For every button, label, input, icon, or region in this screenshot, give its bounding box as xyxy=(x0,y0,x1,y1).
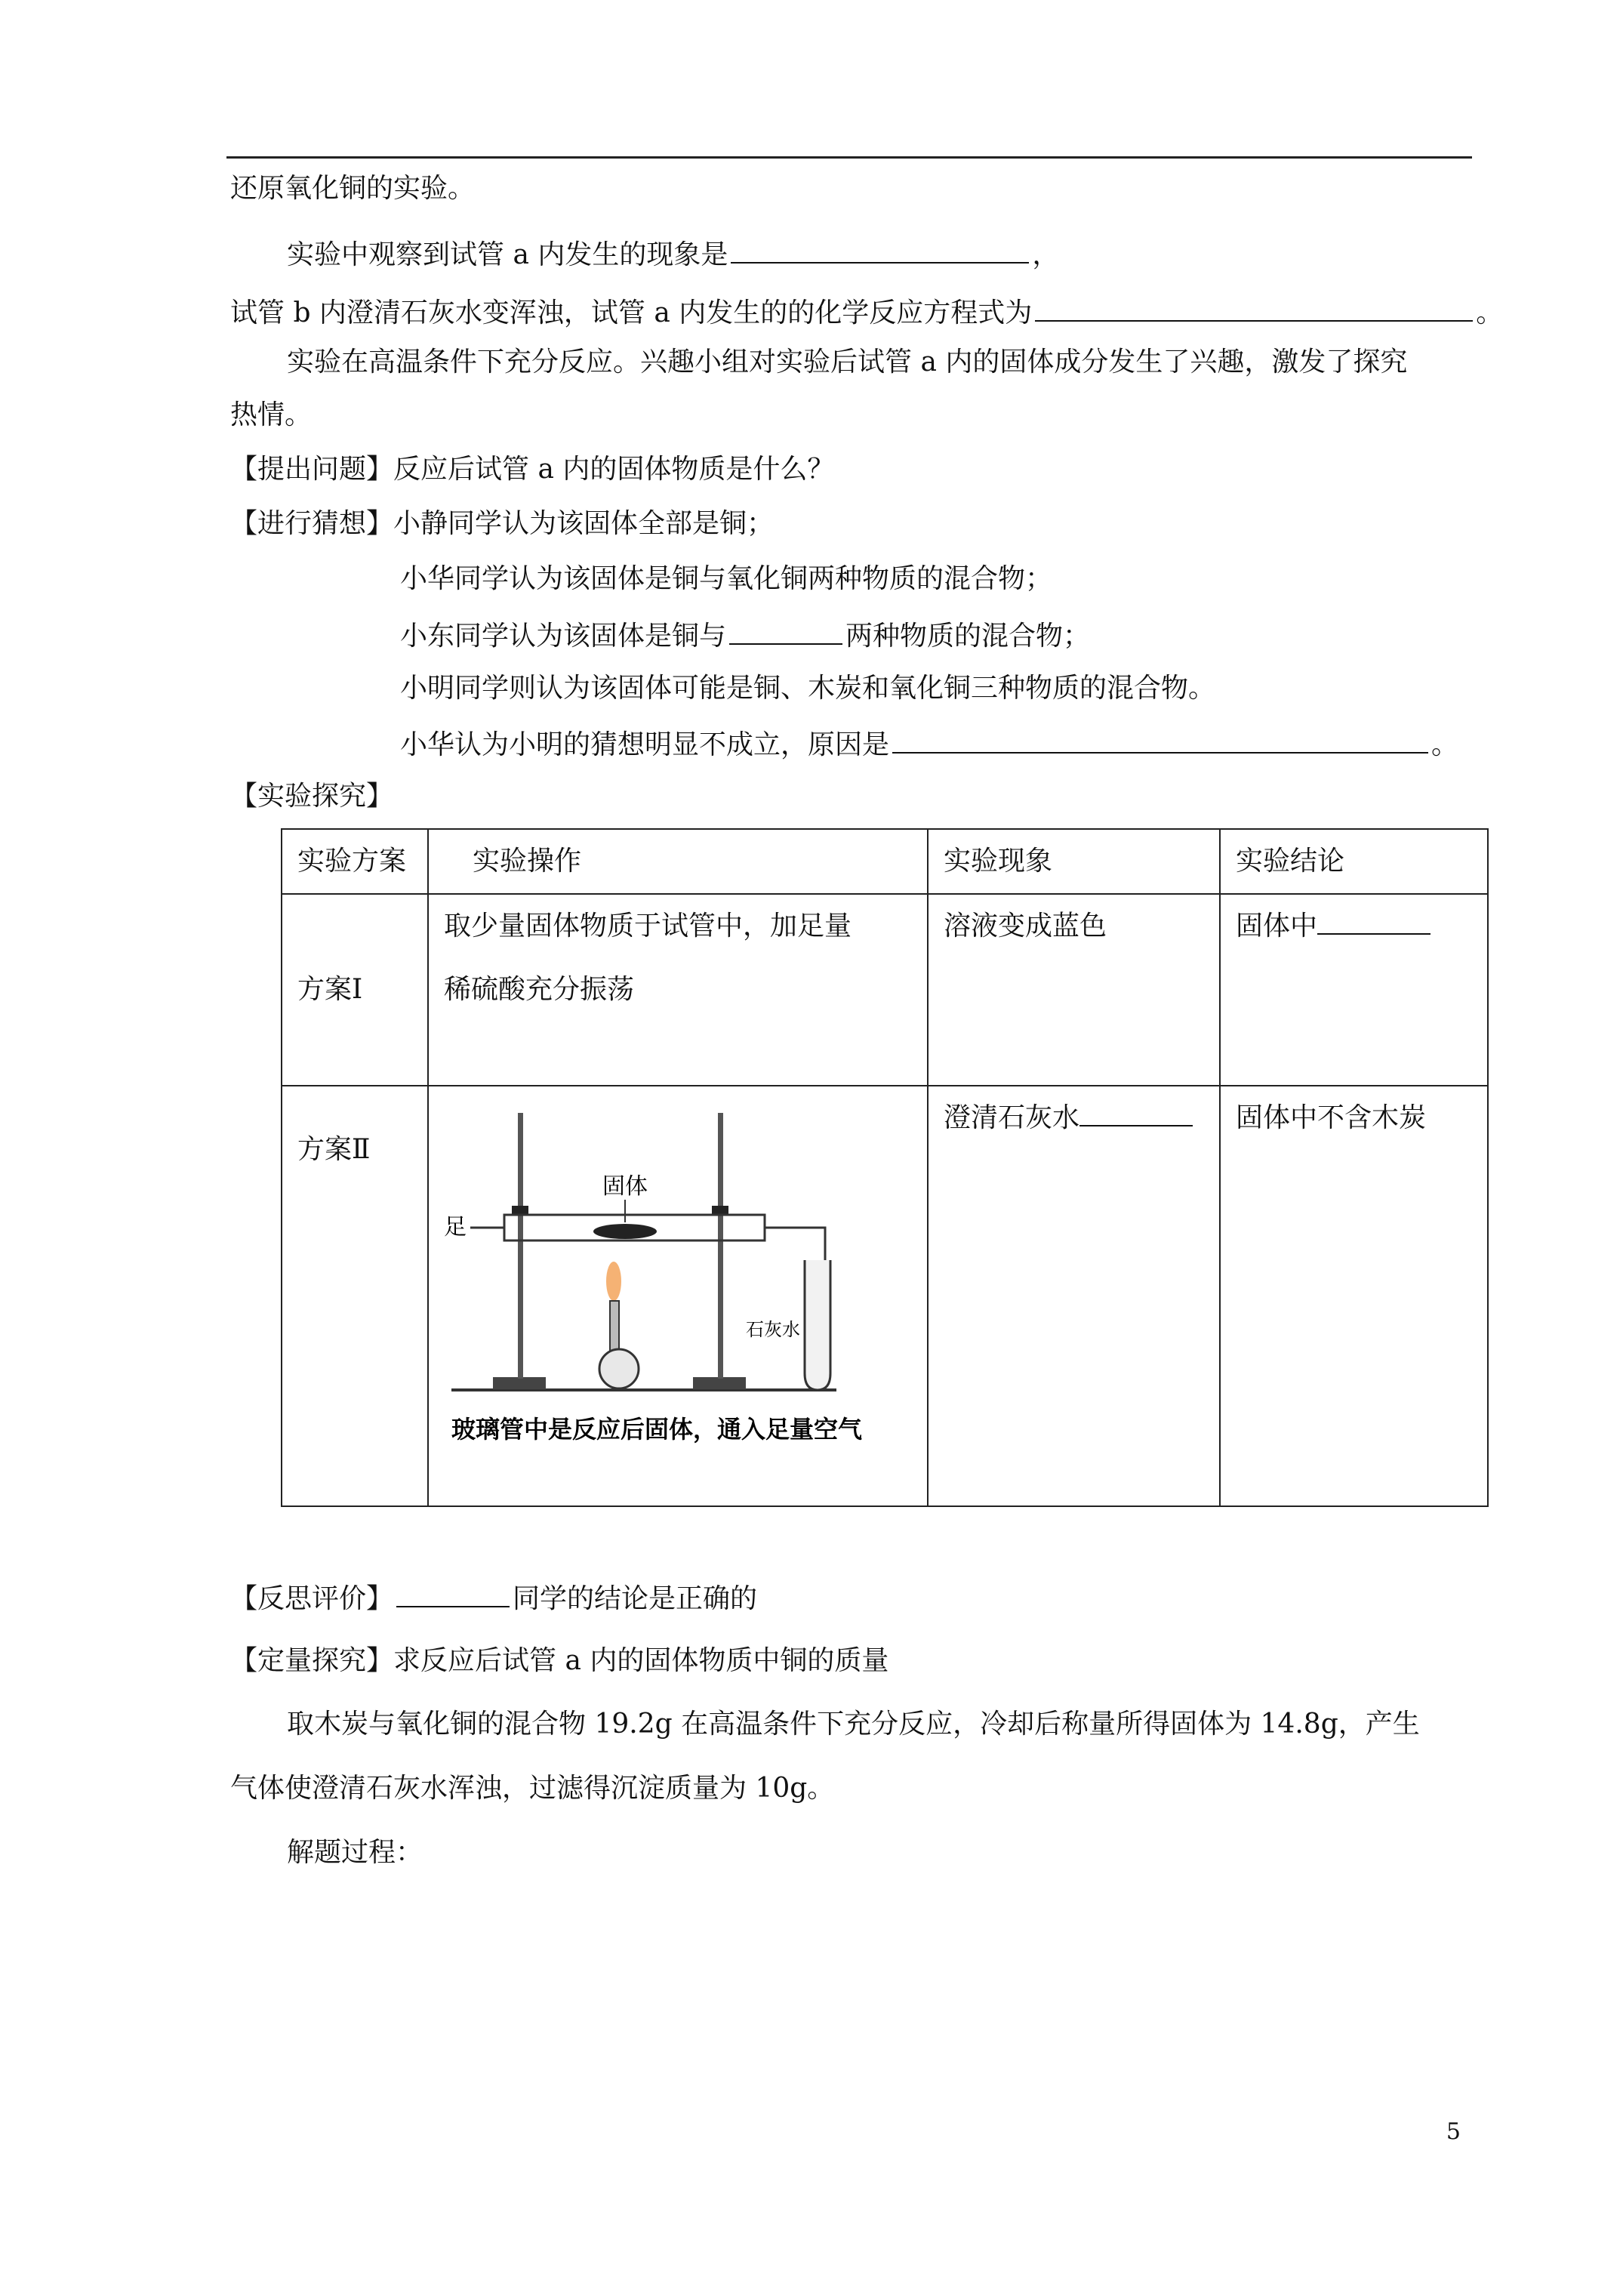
guess-hua: 小华同学认为该固体是铜与氧化铜两种物质的混合物； xyxy=(400,563,1053,594)
left-clamp xyxy=(512,1206,528,1215)
header-operation: 实验操作 xyxy=(428,829,928,894)
solution-label: 解题过程： xyxy=(287,1837,423,1868)
row1-op-line2: 稀硫酸充分振荡 xyxy=(444,974,635,1005)
row1-conclusion-blank[interactable] xyxy=(1317,911,1431,935)
guess-ming: 小明同学则认为该固体可能是铜、木炭和氧化铜三种物质的混合物。 xyxy=(400,673,1216,704)
reflection-label: 【反思评价】 xyxy=(230,1583,394,1614)
header-plan: 实验方案 xyxy=(282,829,428,894)
limewater-test-tube xyxy=(805,1260,830,1390)
left-stand-base xyxy=(493,1377,546,1389)
table-row xyxy=(282,894,1488,1086)
right-stand-base xyxy=(693,1377,746,1389)
observe-blank[interactable] xyxy=(731,236,1029,264)
row2-conclusion: 固体中不含木炭 xyxy=(1220,1086,1488,1506)
limewater-label: 石灰水 xyxy=(746,1319,800,1340)
experiment-table xyxy=(281,828,1489,1507)
equation-blank[interactable] xyxy=(1035,294,1473,322)
observe-question xyxy=(287,236,1059,272)
burner-tube xyxy=(610,1301,619,1354)
quant-text: 求反应后试管 a 内的固体物质中铜的质量 xyxy=(393,1645,889,1676)
row2-plan-text: 方案Ⅱ xyxy=(297,1134,371,1165)
guess-dong-suffix: 两种物质的混合物； xyxy=(845,621,1091,652)
guess-jing: 小静同学认为该固体全部是铜； xyxy=(393,508,775,539)
row2-operation xyxy=(428,1086,928,1506)
row2-plan xyxy=(282,1086,428,1506)
question-text: 反应后试管 a 内的固体物质是什么？ xyxy=(393,454,835,485)
row2-phenomenon xyxy=(928,1086,1220,1506)
guess-dong-blank[interactable] xyxy=(729,618,842,645)
solid-sample xyxy=(593,1224,657,1239)
reflection-blank[interactable] xyxy=(396,1580,510,1607)
guess-reason xyxy=(400,726,1458,762)
row1-conclusion-text: 固体中 xyxy=(1236,911,1318,942)
reflection-text: 同学的结论是正确的 xyxy=(513,1583,758,1614)
header-conclusion: 实验结论 xyxy=(1220,829,1488,894)
apparatus-figure xyxy=(444,1109,867,1472)
header-phenomenon: 实验现象 xyxy=(928,829,1220,894)
question-section xyxy=(230,453,834,486)
row2-phenomenon-blank[interactable] xyxy=(1079,1102,1193,1126)
continuation-text: 还原氧化铜的实验。 xyxy=(230,173,476,204)
guess-dong xyxy=(400,618,1090,653)
quant-label: 【定量探究】 xyxy=(230,1645,394,1676)
guess-reason-suffix: 。 xyxy=(1431,729,1459,760)
observe-prefix: 实验中观察到试管 a 内发生的现象是 xyxy=(287,239,728,270)
intro-line-2: 热情。 xyxy=(230,399,313,430)
right-clamp xyxy=(712,1206,728,1215)
guess-label: 【进行猜想】 xyxy=(230,508,394,539)
question-label: 【提出问题】 xyxy=(230,454,394,485)
row1-plan: 方案Ⅰ xyxy=(282,894,428,1086)
intro-line-1: 实验在高温条件下充分反应。兴趣小组对实验后试管 a 内的固体成分发生了兴趣，激发了探究 xyxy=(287,347,1408,378)
explore-label: 【实验探究】 xyxy=(230,781,394,812)
quant-section xyxy=(230,1644,888,1678)
row2-phenomenon-text: 澄清石灰水 xyxy=(944,1102,1080,1133)
observe-suffix: ， xyxy=(1032,239,1060,270)
quant-line-2: 气体使澄清石灰水浑浊，过滤得沉淀质量为 10g。 xyxy=(230,1773,835,1804)
solid-label: 固体 xyxy=(602,1173,648,1200)
equation-question xyxy=(230,294,1503,330)
left-stand-rod xyxy=(518,1113,523,1379)
guess-section xyxy=(230,507,774,541)
page-number: 5 xyxy=(1446,2119,1461,2145)
air-label: 足 xyxy=(444,1214,467,1240)
guess-reason-blank[interactable] xyxy=(892,726,1428,754)
guess-reason-prefix: 小华认为小明的猜想明显不成立，原因是 xyxy=(400,729,890,760)
flame xyxy=(606,1262,621,1301)
guess-dong-prefix: 小东同学认为该固体是铜与 xyxy=(400,621,727,652)
burner-body xyxy=(599,1349,639,1388)
equation-suffix: 。 xyxy=(1476,297,1504,328)
quant-line-1: 取木炭与氧化铜的混合物 19.2g 在高温条件下充分反应，冷却后称量所得固体为 14.8g，产生 xyxy=(287,1709,1420,1740)
header-rule xyxy=(226,156,1472,159)
right-stand-rod xyxy=(718,1113,723,1379)
reflection-section xyxy=(230,1580,757,1616)
row1-conclusion xyxy=(1220,894,1488,1086)
row1-phenomenon: 溶液变成蓝色 xyxy=(928,894,1220,1086)
table-row xyxy=(282,1086,1488,1506)
row1-operation xyxy=(428,894,928,1086)
figure-caption: 玻璃管中是反应后固体，通入足量空气 xyxy=(451,1415,863,1444)
row1-op-line1: 取少量固体物质于试管中，加足量 xyxy=(444,911,852,942)
equation-prefix: 试管 b 内澄清石灰水变浑浊，试管 a 内发生的的化学反应方程式为 xyxy=(230,297,1033,328)
table-header-row xyxy=(282,829,1488,894)
